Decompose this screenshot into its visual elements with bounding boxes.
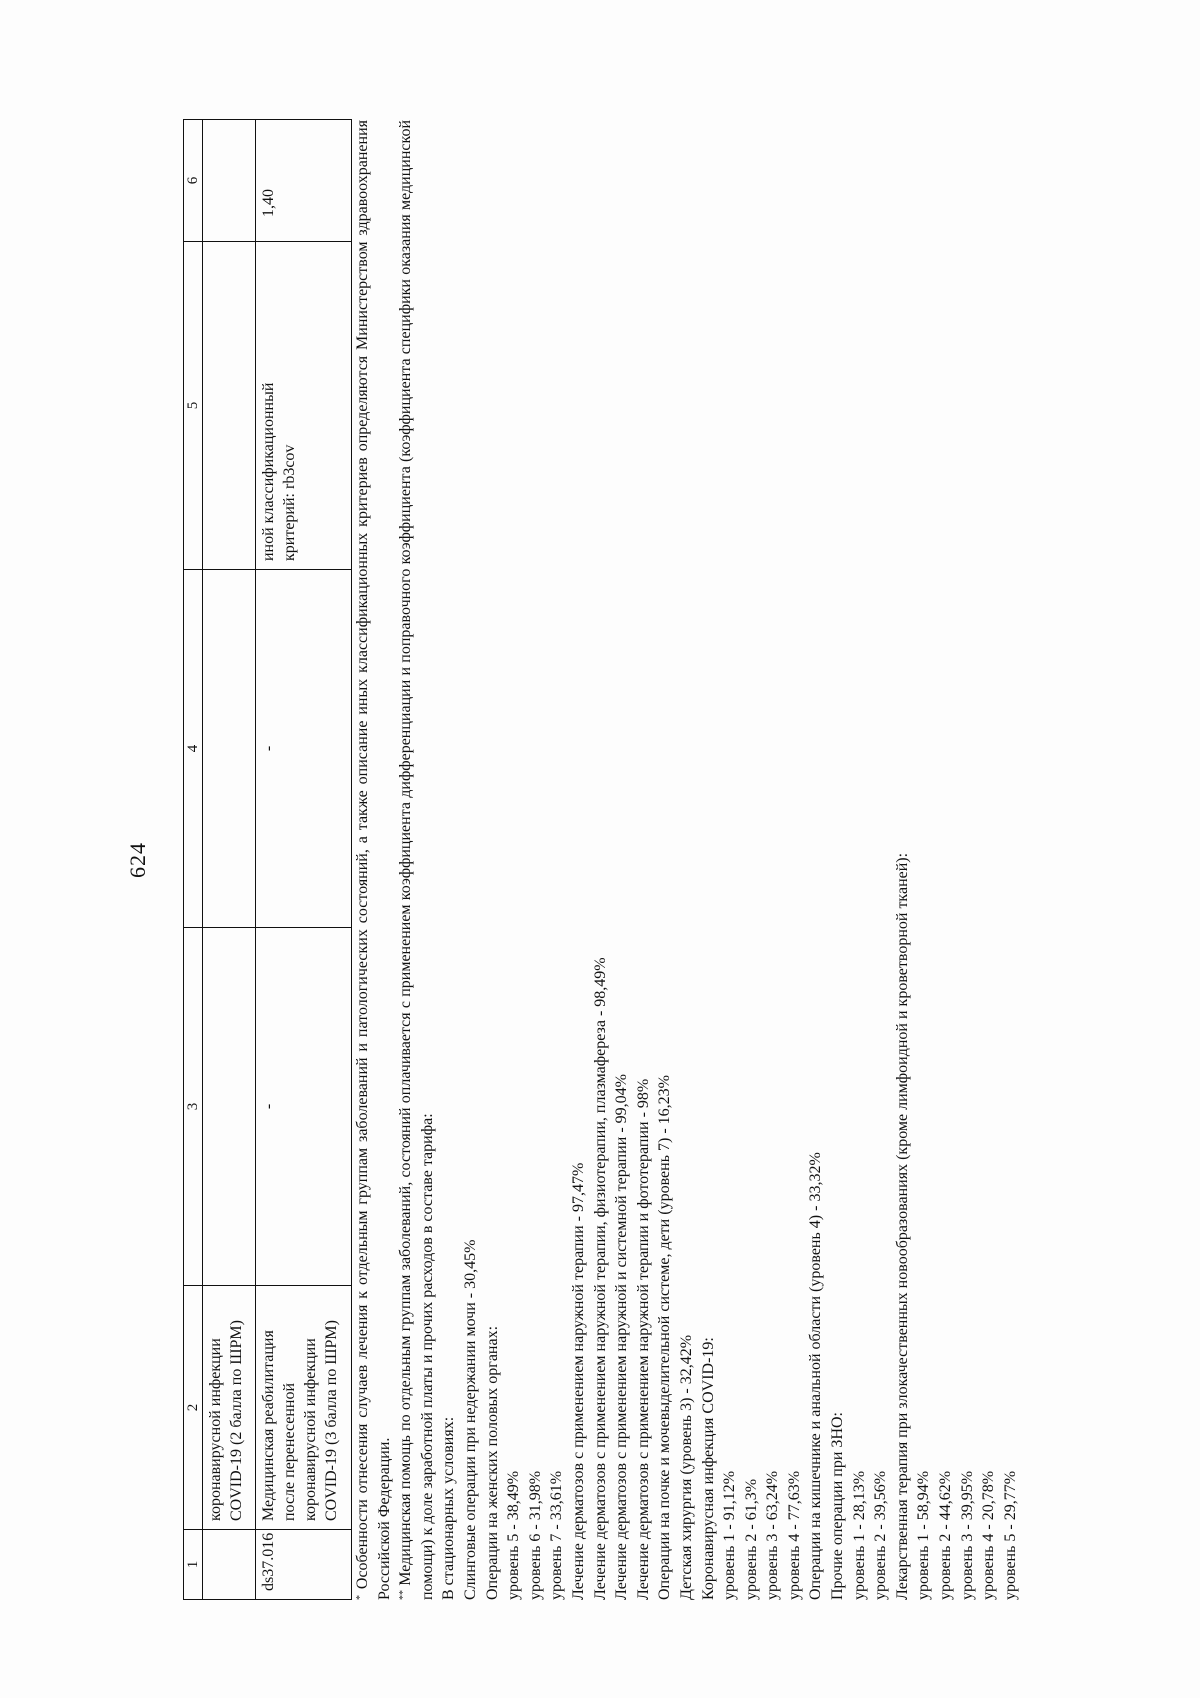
footnote-marker: * xyxy=(355,1595,366,1600)
list-line: Лечение дерматозов с применением наружной терапии - 97,47% xyxy=(569,1162,587,1600)
list-line: Лечение дерматозов с применением наружной и системной терапии - 99,04% xyxy=(613,1074,631,1600)
cell-code: ds37.016 xyxy=(256,1530,352,1600)
list-line: уровень 2 - 44,62% xyxy=(937,1470,955,1600)
column-header: 5 xyxy=(184,242,203,570)
list-line: Коронавирусная инфекция COVID-19: xyxy=(699,1337,717,1600)
cell-col3 xyxy=(203,928,256,1286)
footnote-1 xyxy=(352,120,395,1600)
list-line: Лекарственная терапия при злокачественных новообразованиях (кроме лимфоидной и кроветворной тканей): xyxy=(893,852,911,1600)
list-line: Слинговые операции при недержании мочи - 30,45% xyxy=(461,1239,479,1600)
list-line: уровень 5 - 29,77% xyxy=(1001,1470,1019,1600)
cell-line: после перенесенной xyxy=(281,1382,298,1521)
list-line: уровень 3 - 63,24% xyxy=(764,1470,782,1600)
page-number: 624 xyxy=(125,842,150,878)
column-header: 3 xyxy=(184,928,203,1286)
list-line: Лечение дерматозов с применением наружной терапии и фототерапии - 98% xyxy=(634,1078,652,1600)
cell-name xyxy=(256,1286,352,1530)
cell-line: коронавирусной инфекции xyxy=(207,1338,224,1521)
footnote-text: Медицинская помощь по отдельным группам заболеваний, состояний оплачивается с применением коэффициента дифференциации и поправочного коэффициента (коэффициента специфики оказания медицинской помощи) к доле заработной платы и прочих расходов в составе тарифа: xyxy=(397,119,436,1600)
column-header: 2 xyxy=(184,1286,203,1530)
column-header: 4 xyxy=(184,570,203,928)
cell-name xyxy=(203,1286,256,1530)
table-header-row xyxy=(184,120,203,1600)
list-line: уровень 1 - 28,13% xyxy=(850,1470,868,1600)
footnote-marker: ** xyxy=(398,1590,410,1600)
cell-line: коронавирусной инфекции xyxy=(302,1338,319,1521)
list-line: уровень 7 - 33,61% xyxy=(548,1470,566,1600)
list-line: Операции на почке и мочевыделительной системе, дети (уровень 7) - 16,23% xyxy=(656,1075,674,1600)
table-row xyxy=(203,120,256,1600)
tariff-table xyxy=(183,119,352,1600)
cell-line: Медицинская реабилитация xyxy=(260,1330,277,1521)
list-line: уровень 1 - 58,94% xyxy=(915,1470,933,1600)
cell-line: COVID-19 (2 балла по ШРМ) xyxy=(228,1320,245,1521)
list-line: Прочие операции при ЗНО: xyxy=(829,1412,847,1600)
list-line: Лечение дерматозов с применением наружной терапии, физиотерапии, плазмафереза - 98,49% xyxy=(591,957,609,1600)
list-line: уровень 2 - 61,3% xyxy=(742,1478,760,1600)
footnote-text: Особенности отнесения случаев лечения к отдельным группам заболеваний и патологических состояний, а также описание иных классификационных критериев определяются Министерством здравоохранения Российской Федерации. xyxy=(354,120,393,1600)
list-line: Операции на кишечнике и анальной области (уровень 4) - 33,32% xyxy=(807,1152,825,1600)
table-row xyxy=(256,120,352,1600)
column-header: 6 xyxy=(184,120,203,242)
cell-line: COVID-19 (3 балла по ШРМ) xyxy=(323,1320,340,1521)
list-line: уровень 4 - 20,78% xyxy=(980,1470,998,1600)
list-line: Детская хирургия (уровень 3) - 32,42% xyxy=(677,1334,695,1600)
cell-col6 xyxy=(203,120,256,242)
list-line: уровень 3 - 39,95% xyxy=(958,1470,976,1600)
cell-line: критерий: rb3cov xyxy=(281,444,298,561)
cell-col3: - xyxy=(256,928,352,1286)
cell-col5 xyxy=(203,242,256,570)
list-line: В стационарных условиях: xyxy=(440,1416,458,1600)
cell-code xyxy=(203,1530,256,1600)
footnotes-block xyxy=(352,120,1021,1600)
list-line: уровень 4 - 77,63% xyxy=(785,1470,803,1600)
cell-col4 xyxy=(203,570,256,928)
cell-col6: 1,40 xyxy=(256,120,352,242)
list-line: Операции на женских половых органах: xyxy=(483,1325,501,1600)
list-line: уровень 1 - 91,12% xyxy=(721,1470,739,1600)
cell-line: иной классификационный xyxy=(260,382,277,561)
column-header: 1 xyxy=(184,1530,203,1600)
rotated-document xyxy=(125,120,1125,1600)
list-line: уровень 5 - 38,49% xyxy=(505,1470,523,1600)
cell-col4: - xyxy=(256,570,352,928)
list-line: уровень 2 - 39,56% xyxy=(872,1470,890,1600)
footnote-2 xyxy=(395,120,438,1600)
cell-col5 xyxy=(256,242,352,570)
list-line: уровень 6 - 31,98% xyxy=(526,1470,544,1600)
